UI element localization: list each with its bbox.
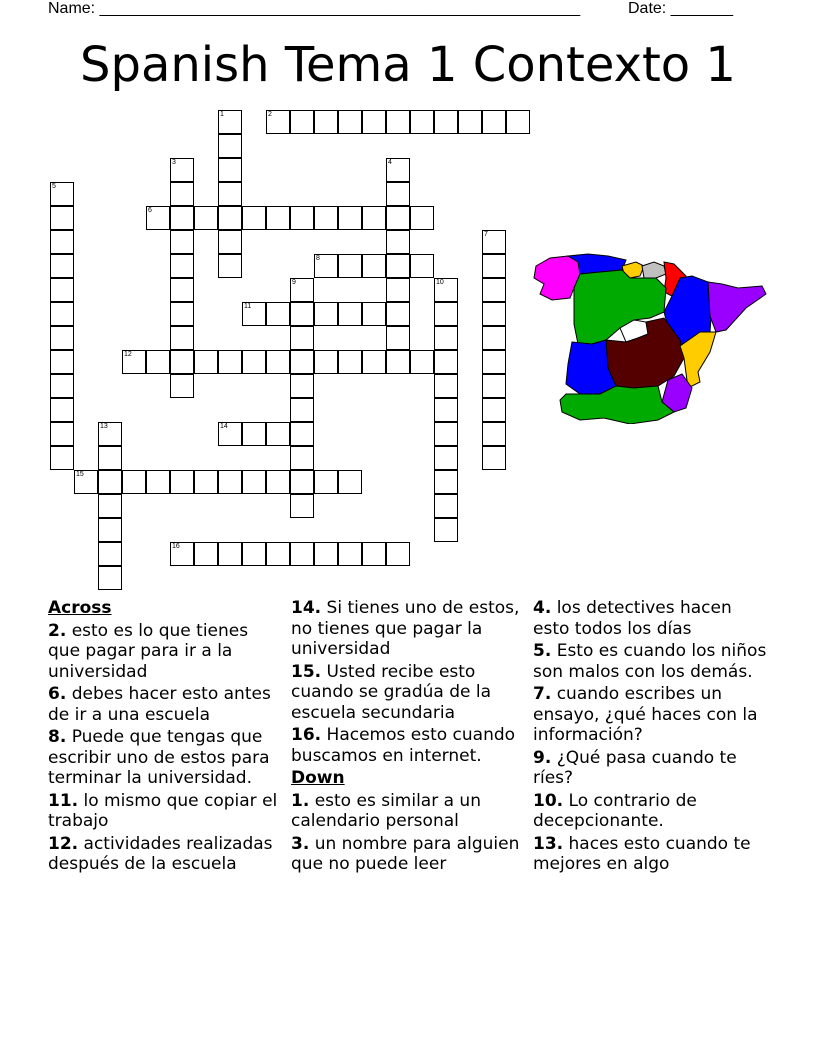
grid-cell[interactable]	[290, 110, 314, 134]
grid-cell[interactable]	[362, 254, 386, 278]
clue-number: 16	[172, 543, 180, 550]
grid-cell[interactable]	[386, 302, 410, 326]
clue-text: cuando escribes un ensayo, ¿qué haces con la información?	[533, 684, 758, 745]
down-heading: Down	[291, 768, 345, 788]
grid-cell[interactable]	[194, 206, 218, 230]
grid-cell[interactable]	[50, 302, 74, 326]
clues-column-2	[291, 598, 527, 877]
grid-cell[interactable]	[170, 182, 194, 206]
grid-cell[interactable]	[482, 110, 506, 134]
grid-cell[interactable]	[290, 446, 314, 470]
grid-cell[interactable]	[218, 182, 242, 206]
clue-number-label: 12.	[48, 833, 79, 854]
clue-number: 9	[292, 279, 296, 286]
clue-number-label: 13.	[533, 833, 564, 854]
grid-cell[interactable]	[482, 398, 506, 422]
down-clue	[533, 641, 769, 682]
grid-cell[interactable]	[362, 302, 386, 326]
grid-cell[interactable]	[242, 350, 266, 374]
across-clue	[291, 598, 527, 660]
grid-cell[interactable]	[170, 374, 194, 398]
grid-cell[interactable]	[170, 254, 194, 278]
down-clue	[533, 834, 769, 875]
clue-text: esto es similar a un calendario personal	[291, 790, 481, 831]
grid-cell[interactable]	[290, 470, 314, 494]
clue-number-label: 16.	[291, 725, 322, 745]
name-label: Name: ______________________________________________________	[48, 0, 581, 17]
down-clue	[291, 791, 527, 832]
grid-cell[interactable]	[266, 470, 290, 494]
grid-cell[interactable]	[434, 374, 458, 398]
grid-cell[interactable]	[98, 566, 122, 590]
grid-cell[interactable]	[50, 326, 74, 350]
grid-cell[interactable]	[194, 470, 218, 494]
grid-cell[interactable]	[482, 302, 506, 326]
grid-cell[interactable]	[482, 374, 506, 398]
grid-cell[interactable]	[170, 278, 194, 302]
grid-cell[interactable]	[482, 278, 506, 302]
clue-text: actividades realizadas después de la escuela	[48, 833, 273, 874]
grid-cell[interactable]	[314, 302, 338, 326]
page-title: Spanish Tema 1 Contexto 1	[80, 37, 736, 93]
grid-cell[interactable]	[266, 422, 290, 446]
grid-cell[interactable]	[50, 422, 74, 446]
grid-cell[interactable]	[434, 350, 458, 374]
clue-text: Lo contrario de decepcionante.	[533, 790, 697, 831]
grid-cell[interactable]	[386, 278, 410, 302]
down-clue	[291, 834, 527, 875]
grid-cell[interactable]	[506, 110, 530, 134]
clue-text: ¿Qué pasa cuando te ríes?	[533, 747, 737, 788]
clue-number-label: 5.	[533, 641, 552, 661]
clue-number: 11	[244, 303, 252, 310]
grid-cell[interactable]	[434, 302, 458, 326]
grid-cell[interactable]	[266, 302, 290, 326]
clue-number-label: 6.	[48, 684, 67, 704]
grid-cell[interactable]	[98, 518, 122, 542]
grid-cell[interactable]	[386, 326, 410, 350]
map-region-galicia	[534, 256, 580, 300]
clue-text: Si tienes uno de estos, no tienes que pagar la universidad	[291, 598, 520, 659]
grid-cell[interactable]	[50, 254, 74, 278]
grid-cell[interactable]	[338, 302, 362, 326]
grid-cell[interactable]	[314, 206, 338, 230]
grid-cell[interactable]	[50, 446, 74, 470]
grid-cell[interactable]	[290, 326, 314, 350]
grid-cell[interactable]	[362, 350, 386, 374]
grid-cell[interactable]	[386, 110, 410, 134]
grid-cell[interactable]	[242, 542, 266, 566]
across-clue	[48, 791, 284, 832]
grid-cell[interactable]	[434, 422, 458, 446]
down-clue	[533, 791, 769, 832]
grid-cell[interactable]	[146, 350, 170, 374]
grid-cell[interactable]	[362, 206, 386, 230]
grid-cell[interactable]	[290, 350, 314, 374]
clue-number: 3	[172, 159, 176, 166]
grid-cell[interactable]	[386, 254, 410, 278]
clue-number: 5	[52, 183, 56, 190]
grid-cell[interactable]	[338, 206, 362, 230]
grid-cell[interactable]	[146, 470, 170, 494]
clue-number-label: 7.	[533, 684, 552, 704]
grid-cell[interactable]	[194, 542, 218, 566]
grid-cell[interactable]	[482, 422, 506, 446]
grid-cell[interactable]	[50, 206, 74, 230]
grid-cell[interactable]	[170, 326, 194, 350]
across-heading: Across	[48, 598, 112, 618]
clue-number-label: 1.	[291, 790, 310, 811]
map-region-pais-vasco	[642, 262, 666, 278]
grid-cell[interactable]	[242, 206, 266, 230]
clue-text: un nombre para alguien que no puede leer	[291, 833, 520, 874]
down-clue	[533, 684, 769, 746]
clue-number-label: 3.	[291, 833, 310, 854]
grid-cell[interactable]	[338, 542, 362, 566]
grid-cell[interactable]	[98, 494, 122, 518]
grid-cell[interactable]	[338, 254, 362, 278]
clue-number: 8	[316, 255, 320, 262]
date-label: Date: _______	[628, 0, 733, 17]
grid-cell[interactable]	[458, 110, 482, 134]
grid-cell[interactable]	[218, 158, 242, 182]
grid-cell[interactable]	[434, 494, 458, 518]
grid-cell[interactable]	[386, 230, 410, 254]
grid-cell[interactable]	[386, 182, 410, 206]
clue-number-label: 11.	[48, 790, 79, 811]
grid-cell[interactable]	[290, 398, 314, 422]
grid-cell[interactable]	[266, 350, 290, 374]
across-clue	[291, 662, 527, 724]
clue-number: 14	[220, 423, 228, 430]
grid-cell[interactable]	[434, 518, 458, 542]
grid-cell[interactable]	[434, 326, 458, 350]
grid-cell[interactable]	[434, 470, 458, 494]
clue-number-label: 15.	[291, 661, 322, 682]
clue-text: Usted recibe esto cuando se gradúa de la escuela secundaria	[291, 661, 492, 723]
grid-cell[interactable]	[434, 110, 458, 134]
grid-cell[interactable]	[170, 230, 194, 254]
clue-number: 1	[220, 111, 224, 118]
grid-cell[interactable]	[386, 206, 410, 230]
clue-text: Esto es cuando los niños son malos con los demás.	[533, 641, 767, 682]
across-clue	[48, 727, 284, 789]
grid-cell[interactable]	[98, 446, 122, 470]
clue-number: 15	[76, 471, 84, 478]
grid-cell[interactable]	[170, 302, 194, 326]
grid-cell[interactable]	[482, 326, 506, 350]
grid-cell[interactable]	[434, 398, 458, 422]
clue-number-label: 14.	[291, 598, 322, 618]
grid-cell[interactable]	[314, 110, 338, 134]
grid-cell[interactable]	[290, 374, 314, 398]
clue-number: 2	[268, 111, 272, 118]
clues-column-3	[533, 598, 769, 877]
grid-cell[interactable]	[290, 302, 314, 326]
clue-number: 7	[484, 231, 488, 238]
grid-cell[interactable]	[242, 422, 266, 446]
grid-cell[interactable]	[170, 470, 194, 494]
clue-number: 4	[388, 159, 392, 166]
grid-cell[interactable]	[482, 254, 506, 278]
clue-number: 12	[124, 351, 132, 358]
clue-text: esto es lo que tienes que pagar para ir a la universidad	[48, 620, 249, 682]
grid-cell[interactable]	[242, 470, 266, 494]
clue-number: 6	[148, 207, 152, 214]
across-clue	[48, 684, 284, 725]
clues-column-1	[48, 598, 284, 877]
grid-cell[interactable]	[218, 230, 242, 254]
grid-cell[interactable]	[482, 350, 506, 374]
grid-cell[interactable]	[482, 446, 506, 470]
grid-cell[interactable]	[218, 470, 242, 494]
grid-cell[interactable]	[98, 470, 122, 494]
grid-cell[interactable]	[122, 470, 146, 494]
grid-cell[interactable]	[410, 110, 434, 134]
across-clue	[291, 725, 527, 766]
across-clue	[48, 621, 284, 683]
map-region-cataluna	[708, 282, 766, 332]
grid-cell[interactable]	[314, 350, 338, 374]
down-clue	[533, 748, 769, 789]
grid-cell[interactable]	[218, 254, 242, 278]
clue-number: 10	[436, 279, 444, 286]
grid-cell[interactable]	[50, 230, 74, 254]
grid-cell[interactable]	[194, 350, 218, 374]
down-clue	[533, 598, 769, 639]
grid-cell[interactable]	[314, 542, 338, 566]
clue-text: Puede que tengas que escribir uno de estos para terminar la universidad.	[48, 727, 270, 788]
grid-cell[interactable]	[314, 470, 338, 494]
clue-number-label: 10.	[533, 790, 564, 811]
grid-cell[interactable]	[290, 422, 314, 446]
grid-cell[interactable]	[50, 350, 74, 374]
clue-number-label: 4.	[533, 598, 552, 618]
grid-cell[interactable]	[338, 110, 362, 134]
grid-cell[interactable]	[290, 542, 314, 566]
clue-text: debes hacer esto antes de ir a una escuela	[48, 684, 271, 725]
grid-cell[interactable]	[338, 470, 362, 494]
grid-cell[interactable]	[266, 206, 290, 230]
grid-cell[interactable]	[50, 398, 74, 422]
grid-cell[interactable]	[218, 206, 242, 230]
grid-cell[interactable]	[266, 542, 290, 566]
grid-cell[interactable]	[290, 494, 314, 518]
grid-cell[interactable]	[98, 542, 122, 566]
grid-cell[interactable]	[170, 350, 194, 374]
clue-text: lo mismo que copiar el trabajo	[48, 790, 278, 831]
clue-text: los detectives hacen esto todos los días	[533, 598, 732, 639]
grid-cell[interactable]	[338, 350, 362, 374]
spain-regions-map	[530, 248, 770, 424]
clue-text: haces esto cuando te mejores en algo	[533, 833, 751, 874]
grid-cell[interactable]	[386, 542, 410, 566]
clue-number-label: 8.	[48, 727, 67, 747]
clue-number-label: 2.	[48, 620, 67, 641]
across-clue	[48, 834, 284, 875]
grid-cell[interactable]	[410, 350, 434, 374]
grid-cell[interactable]	[362, 110, 386, 134]
grid-cell[interactable]	[218, 542, 242, 566]
grid-cell[interactable]	[386, 350, 410, 374]
grid-cell[interactable]	[50, 374, 74, 398]
grid-cell[interactable]	[410, 254, 434, 278]
grid-cell[interactable]	[170, 206, 194, 230]
clue-number: 13	[100, 423, 108, 430]
grid-cell[interactable]	[362, 542, 386, 566]
grid-cell[interactable]	[434, 446, 458, 470]
grid-cell[interactable]	[218, 350, 242, 374]
grid-cell[interactable]	[410, 206, 434, 230]
grid-cell[interactable]	[218, 134, 242, 158]
clue-number-label: 9.	[533, 747, 552, 768]
clue-text: Hacemos esto cuando buscamos en internet.	[291, 725, 516, 766]
grid-cell[interactable]	[290, 206, 314, 230]
grid-cell[interactable]	[50, 278, 74, 302]
